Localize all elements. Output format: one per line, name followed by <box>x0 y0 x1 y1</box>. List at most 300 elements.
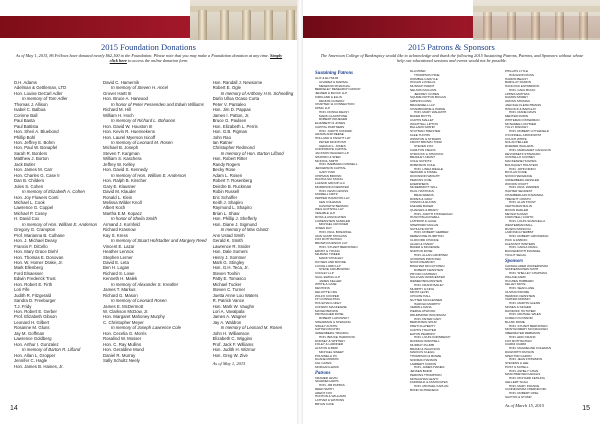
sponsor-entry: GIBSON DUNN <box>410 99 432 103</box>
donor-name: Jack Butler <box>14 161 36 167</box>
sponsor-entry: PIERCE ATWOOD <box>410 309 436 313</box>
sponsor-entry: WESTERMAN BALL <box>505 222 533 227</box>
donor-name: Lori A. Vavalpala <box>212 309 245 315</box>
sponsor-entry: LAZARD GROUP LLC <box>315 181 346 185</box>
donor-name: Elizabeth C. Wiggins <box>212 336 253 342</box>
donor-name: Hon. Jeffrey E. Bohm <box>14 139 55 145</box>
sponsor-entry: LIPPES MATHIAS <box>505 91 530 96</box>
sponsor-entry: MENTER RUDIN <box>505 114 529 118</box>
left-banner <box>0 16 190 38</box>
sponsor-entry: BARCLAY DAMON <box>505 80 531 85</box>
donor-name: Richard S. Lowe <box>103 270 135 276</box>
donor-name: Hon. Sheri A. Bluebond <box>14 129 59 135</box>
sponsor-entry: MURPHY & KING <box>410 286 435 291</box>
donor-name: Hon. Thomas E. Donovan <box>14 254 64 260</box>
sponsor-entry: HARRIS BEACH <box>505 76 528 81</box>
donor-name: Hon. Jim D. Pappas <box>212 107 251 113</box>
donor-name: Hon. Allan L. Gropper <box>14 352 56 358</box>
sponsor-entry: LOCKE LORD LLP <box>315 263 341 268</box>
sponsor-entry: STUTMAN TREISTER <box>410 129 441 133</box>
sponsor-entry: JEFFERSON CAPITAL <box>315 166 347 170</box>
donor-name: Hon. C. Ray Mullins <box>103 341 141 347</box>
sponsor-entry: HUSCH BLACKWELL <box>410 215 440 220</box>
sponsor-entry: COUCH WHITE <box>505 136 527 141</box>
sponsor-entry: SEWARD & KISSEL <box>410 170 438 175</box>
donor-name: Hon. Mark W. Vaughn <box>212 303 255 309</box>
donor-name: Jay A. Waldron <box>212 319 242 325</box>
donor-name: Hon. Dale Somers <box>212 249 248 255</box>
donor-name: William S. Kaschera <box>103 156 142 162</box>
donor-name: Hon. Louise DeCarl Adler <box>14 90 63 96</box>
sponsor-entry: ROBERT LAPOWSKY <box>319 316 350 320</box>
sponsor-entry: KRAMER LEVIN <box>315 375 338 380</box>
sponsor-entry: HON. LOUIS KORNREICH <box>414 335 451 340</box>
memorial-note: In memory of Leonard Rosen <box>111 298 167 304</box>
donor-name: Hon. David W. Houston III <box>103 123 153 129</box>
donor-name: Paul Battista <box>14 123 39 129</box>
sponsor-entry: PEPPER HAMILTON LLP <box>315 196 350 200</box>
sponsor-entry: DORSEY & WHITNEY <box>315 338 346 343</box>
sponsor-entry: GROSS SHUMAN <box>505 99 530 103</box>
donor-name: Becky Rose <box>212 167 236 173</box>
sponsor-entry: BOUSQUET HOLSTEIN <box>505 162 538 167</box>
sponsor-entry: MARCUS CLEGG <box>410 350 435 355</box>
sponsor-entry: COOLEY LLP <box>315 271 334 275</box>
donor-name: Hon. Robert E. Gerber <box>14 309 57 315</box>
sponsor-entry: WACHTELL LIPTON <box>410 121 438 126</box>
sponsor-entry: REED SMITH <box>315 386 334 391</box>
donor-columns <box>14 80 294 390</box>
sponsor-entry: HAYNES AND BOONE <box>315 259 346 264</box>
donor-name: Michael B. Joseph <box>103 145 139 151</box>
intro-text: The American College of Bankruptcy would like to acknowledge and thank the following 2015 Sustaining Patrons, Patrons, and Sponsors without whose help our educational sessions and events would not be possible. <box>320 53 584 64</box>
donor-name: Mark Ellenberg <box>14 265 43 271</box>
donor-name: Sandra D. Freeburger <box>14 298 56 304</box>
memorial-note: In memory of Steven H. Ancel <box>111 85 168 91</box>
sponsor-entry: OBERMAYER REBMANN <box>505 331 541 335</box>
sponsor-entry: TARTER KRINSKY <box>505 297 531 302</box>
page-number: 14 <box>10 405 18 412</box>
sponsor-entry: ROBERT KRUEGER <box>319 117 348 122</box>
sponsor-entry: HUNTON & WILLIAMS <box>315 394 346 399</box>
sponsor-entry: HON. SEAN LANE <box>509 286 535 290</box>
sponsor-entry: CONWAY MACKENZIE <box>315 304 347 309</box>
donor-name: Daniel R. Murray <box>103 352 136 358</box>
sponsor-entry: CHAMBERLAIN D'AMANDA <box>505 192 544 197</box>
sponsor-entry: MURRAY PLUMB <box>410 342 435 347</box>
memorial-note: In memory of Elizabeth A. Cohen <box>22 189 85 195</box>
sponsor-entry: MONTGOMERY MCCRACKEN <box>505 327 548 332</box>
sponsor-entry: WEIL GOTSHAL LLP <box>315 207 344 212</box>
donor-name: Hon. W. Homer Drake, Jr. <box>14 259 63 265</box>
sponsor-entry: ERNST & YOUNG <box>315 248 340 253</box>
donor-name: Michael L. Cook <box>14 199 45 205</box>
sponsor-entry: HON. CARLA CRAIG <box>509 245 538 250</box>
donor-column <box>213 80 294 390</box>
sponsor-columns <box>315 69 595 408</box>
sponsor-entry: CLIFFORD CHANCE <box>410 237 439 242</box>
sponsor-entry: NUTTER MCCLENNEN <box>410 297 443 302</box>
sponsor-entry: STEVEN FOX <box>414 144 434 148</box>
sponsor-entry: FAEGRE BAKER <box>410 204 434 208</box>
donor-name: John H. Williamson <box>212 330 250 336</box>
sponsor-entry: ALIX & ELYSIUM <box>315 76 339 80</box>
sponsor-entry: HOULIHAN LOKEY <box>315 301 342 305</box>
sponsor-entry: ALLEN & OVERY <box>410 241 434 246</box>
sponsor-entry: DEVORSETZ STINZIANO <box>505 151 541 156</box>
donor-name: Hon. Robert Ritter <box>212 156 248 162</box>
sponsor-entry: HERRICK FEINSTEIN <box>505 293 536 298</box>
sponsor-entry: O'CONNELL ARONOWITZ <box>505 132 542 137</box>
donor-name: Hon. Arthur I. Gonzalez <box>14 341 59 347</box>
sponsor-entry: HANCOCK ESTABROOK <box>505 84 540 88</box>
sponsor-entry: BRADLEY ARANT <box>410 155 435 160</box>
as-of-date: As of May 1, 2015 <box>212 361 246 367</box>
sponsor-entry: PERKINS THOMPSON <box>410 372 442 377</box>
memorial-note: In memory of Richard L. Bohanon <box>111 118 176 124</box>
sponsor-entry: HODGSON RUSS <box>509 72 534 77</box>
sponsor-entry: HARTER SECREST <box>505 189 533 193</box>
sponsor-entry: BOND SCHOENECK <box>410 387 439 392</box>
sponsor-entry: GOODWIN PROCTER <box>410 256 441 261</box>
donor-name: Stephen Lerner <box>103 254 133 260</box>
sponsor-entry: OLSHAN FROME <box>505 289 530 294</box>
donor-name: Isabel C. Balboa <box>14 107 46 113</box>
sponsor-entry: FORCHELLI CURTO <box>505 215 534 220</box>
sponsor-entry: THOMPSON & BOWIE <box>410 354 442 358</box>
donor-name: Michael P. Cosey <box>14 210 47 216</box>
sponsor-entry: ALVAREZ & MARSAL <box>319 79 349 84</box>
donor-name: T.J. Fridy <box>14 303 32 309</box>
sponsor-entry: HON. JUDITH FITZGERALD <box>414 211 453 216</box>
sponsor-entry: HON. BRUCE HARWOOD <box>319 334 355 339</box>
sponsor-entry: PICK & ZABICKI <box>505 237 528 242</box>
sponsor-entry: BLANK ROME <box>505 319 525 324</box>
donor-name: Lori Fife <box>14 287 30 293</box>
sponsor-entry: K&L GATES <box>315 361 332 365</box>
donor-name: Albert Koch <box>103 205 126 211</box>
donor-name: Bruce G. Paulsen <box>212 118 247 124</box>
sponsor-entry: BRACEWELL LLP <box>410 102 435 107</box>
sponsor-entry: STROOCK & STROOCK <box>410 151 444 156</box>
sponsor-entry: LOWENSTEIN SANDLER <box>315 218 351 223</box>
memorial-note: In memory of Leonard M. Rosen <box>111 139 173 145</box>
sponsor-entry: MORRISON FOERSTER <box>315 184 349 189</box>
sponsor-entry: POLSINELLI PC <box>315 353 338 358</box>
sponsor-entry: MEYER SUOZZI <box>505 211 528 216</box>
donor-name: Prof. Elizabeth Gibson <box>14 314 57 320</box>
donor-name: Ben H. Logan <box>103 265 130 271</box>
sponsor-entry: SHEARMAN & STERLING <box>315 319 351 324</box>
sponsor-entry: HON. ALLAN GROPPER <box>414 252 448 257</box>
sponsor-entry: VERRILL DANA <box>410 305 432 310</box>
sponsor-entry: DICKINSON WRIGHT <box>410 174 440 178</box>
donation-link[interactable]: Simply click here <box>109 53 283 64</box>
sponsor-entry: SAXTON & STUMP <box>505 394 532 399</box>
sponsor-entry: BACKENROTH FRANKEL <box>505 249 541 253</box>
sponsor-entry: HON. MARY FRANCE <box>509 383 540 388</box>
sponsor-entry: SAUL EWING LLP <box>315 274 340 279</box>
donor-name: Michael Tucker <box>212 281 242 287</box>
donor-name: Francis F. DiCello <box>14 243 48 249</box>
sponsor-entry: JENSEN BAIRD <box>410 369 432 373</box>
sponsor-entry: KLEE TUCHIN <box>410 132 430 137</box>
sponsor-entry: HON. MICHAEL WILES <box>509 312 541 317</box>
sponsor-entry: JEFFREY COHEN <box>414 91 440 96</box>
donor-name: Hon. Greg W. Zive <box>212 352 248 358</box>
sponsor-entry: BALLARD SPAHR <box>410 125 435 130</box>
sponsor-entry: NIXON HARGRAVE <box>505 174 533 178</box>
sponsor-entry: DRUMMOND WOODSUM <box>410 312 446 317</box>
sponsor-entry: BAKER BOTTS <box>410 114 432 118</box>
intro-text <box>14 53 284 63</box>
memorial-note: In memory of Alexander S. Kreafter <box>111 281 179 287</box>
sponsor-entry: MCKOOL SMITH <box>315 158 339 163</box>
memorial-note: In memory of Tom Adler <box>22 96 68 102</box>
sponsor-entry: TULLY RINCKEY <box>505 125 529 130</box>
sponsor-entry: SONNENSCHEIN NATH <box>505 267 539 272</box>
sponsor-entry: SKADDEN ARPS <box>315 379 339 384</box>
sponsor-entry: GELLERT SCALI <box>505 379 529 384</box>
sponsor-entry: BAKER & MCKENZIE <box>410 245 440 250</box>
sponsor-entry: LAMONICA HERBST <box>505 230 534 235</box>
right-page <box>303 0 600 424</box>
donor-name: Ian Ratner <box>212 139 233 145</box>
donor-name: Eric Schaffer <box>212 194 238 200</box>
sponsor-entry: LATHROP & GAGE <box>410 219 437 223</box>
donor-name: Christopher Redmond <box>212 145 255 151</box>
sponsor-entry: HON. CARL BUCKI <box>509 87 536 92</box>
donor-name: Rosalind W. Mosser <box>103 336 142 342</box>
sponsor-column <box>315 70 405 406</box>
donor-name: Hon. Laurel Myerson Isicoff <box>103 134 156 140</box>
donor-name: Henry J. Sommer <box>212 254 246 260</box>
sponsor-entry: HON. JEAN FITZSIMON <box>509 357 543 362</box>
sponsor-entry: NELSON MULLINS <box>410 87 437 92</box>
sponsor-entry: HOGAN LOVELLS <box>410 80 436 85</box>
donor-name: James A. Wagner <box>212 314 247 320</box>
donor-name: Hon. Randall J. Newsome <box>212 80 263 85</box>
donor-name: Raymond L. Shapiro <box>212 205 252 211</box>
left-page <box>0 0 297 424</box>
sponsor-entry: STEVENS & LEE <box>505 361 529 365</box>
sponsor-entry: HON. JOHN NINFO <box>509 166 536 171</box>
sponsor-entry: COZEN O'CONNOR <box>505 316 533 320</box>
sponsor-entry: ELIZABETH & JONES <box>315 121 346 125</box>
sponsor-entry: HON. ROBERT LITTLEFIELD <box>509 129 549 133</box>
donor-name: Hon. Diane J. Sigmund <box>212 221 257 227</box>
donor-name: W. Clarkson McDow, Jr. <box>103 309 149 315</box>
sponsor-entry: PRYOR CASHMAN <box>410 271 437 276</box>
sponsor-entry: HON. MARTIN GLENN <box>509 301 541 305</box>
sponsor-entry: SPECTOR GADON <box>505 353 532 358</box>
sponsor-entry: CIARDI CIARDI <box>505 342 527 347</box>
sponsor-entry: MCDERMOTT WILL <box>410 185 438 190</box>
sponsor-entry: PETER MCINTOSH <box>319 139 346 144</box>
sponsor-entry: SULLIVAN WORCESTER <box>410 275 445 280</box>
donor-name: Hon. Mary Grace Diehl <box>14 249 58 255</box>
sponsor-entry: MCNAMEE LOCHNER <box>505 121 537 126</box>
sponsor-entry: PERKINS COIE <box>410 177 432 182</box>
sponsor-entry: FOLEY & LARDNER <box>315 342 343 347</box>
columns-image <box>473 0 600 40</box>
sponsor-entry: WINSTON & STRAWN <box>410 136 441 141</box>
sponsor-entry: HON. DONNA DEASY <box>319 109 350 114</box>
sponsor-entry: ROBERT FEINSTEIN <box>414 267 443 272</box>
donor-name: Steven T. Kargman <box>103 150 140 156</box>
sponsor-entry: DENNIS CONWAY <box>319 98 345 103</box>
donor-name: Sally Schultz Neely <box>103 358 140 364</box>
sponsor-entry: AKIN GUMP STRAUSS <box>315 233 347 238</box>
sponsor-entry: BOYLAN CODE <box>505 170 527 175</box>
donor-name: Gary E. Klausner <box>103 183 136 189</box>
donor-name: Hon. Bruce A. Harwood <box>103 96 148 102</box>
donor-name: Melissa Wilder Knoll <box>103 199 142 205</box>
donor-name: Paul Basta <box>14 118 35 124</box>
donor-name: Corinne Ball <box>14 112 38 118</box>
sponsor-entry: HON. BARBARA CONWELL <box>319 162 358 167</box>
donor-name: Hon. G.B. Pigman <box>212 129 248 135</box>
donor-name: Patty E. Tomasco <box>212 276 246 282</box>
donor-name: Richard M. Hill <box>103 107 131 113</box>
donor-name: Kay S. Kress <box>103 232 128 238</box>
sponsor-entry: DEBEVOISE PLIMPTON <box>410 234 444 238</box>
sponsor-entry: CARLTON FIELDS <box>410 147 436 152</box>
sponsor-entry: WOMBLE CARLYLE <box>410 76 438 81</box>
sponsor-entry: FOX ROTHSCHILD <box>315 237 342 242</box>
intro-text-b: to access the online donation form. <box>126 58 189 64</box>
donor-name: Heather Lennox <box>103 249 134 255</box>
donor-name: Gerald K. Smith <box>212 238 243 244</box>
sponsor-entry: HON. FRANK BAILEY <box>414 282 444 287</box>
donor-name: Vincent E. Lazar <box>103 243 135 249</box>
sponsor-entry: KIRKLAND & ELLIS <box>315 94 342 99</box>
sponsor-entry: ARENT FOX <box>315 390 333 395</box>
sponsor-entry: HON. KEVIN GROSS <box>319 188 349 193</box>
sponsor-entry: ADAMS AND REESE <box>315 132 344 137</box>
sponsor-entry: CUNNINGHAM CHERNICOFF <box>505 387 547 392</box>
donor-name: John Rao <box>212 134 231 140</box>
sponsor-entry: SHEPPARD MULLIN <box>410 222 439 227</box>
sponsor-entry: HISCOCK & BARCLAY <box>505 106 537 111</box>
sponsor-entry: JACKSON WALKER LLP <box>315 151 349 155</box>
section-heading: Sustaining Patrons <box>315 71 353 76</box>
sponsor-entry: DILWORTH PAXSON <box>505 349 534 354</box>
sponsor-entry: KASOWITZ BENSON <box>319 203 349 208</box>
sponsor-entry: NORTON ROSE <box>410 249 433 253</box>
sponsor-entry: HON. JAMES HAINES <box>414 365 445 370</box>
sponsor-entry: EATON PEABODY <box>410 331 436 336</box>
sponsor-entry: MONAGHAN LEAHY <box>410 376 439 381</box>
sponsor-entry: RUSKIN MOSCOU <box>505 226 531 231</box>
donor-name: Hon. Geraldine Mund <box>103 347 144 353</box>
sponsor-entry: PAUL HASTINGS <box>410 189 434 193</box>
sponsor-entry: HON. JIM PAPPAS <box>319 383 345 387</box>
sponsor-entry: NIXON PEABODY <box>410 260 435 265</box>
donor-name: Jay M. Goffman <box>14 330 45 336</box>
as-of-date: As of March 15, 2015 <box>505 402 544 408</box>
sponsor-entry: BROWN RUDNICK LLP <box>315 241 348 245</box>
sponsor-entry: HON. MARY WALRATH <box>414 110 447 115</box>
page-title: 2015 Patrons & Sponsors <box>408 42 495 52</box>
sponsor-entry: STEVE JAKUBOWSKI <box>319 267 350 272</box>
sponsor-entry: DELOITTE CRG <box>315 289 338 294</box>
section-heading: Sponsors <box>505 258 524 264</box>
donor-name: Keith J. Shapiro <box>212 199 243 205</box>
donor-name: Gregory G. Crampton <box>14 227 56 233</box>
sponsor-entry: FTI CONSULTING <box>315 297 340 302</box>
sponsor-entry: HON. LINDA RIEGLE <box>414 166 443 171</box>
sponsor-entry: HON. DIANE DAVIS <box>509 110 537 115</box>
intro-text-a: As of May 1, 2015, 86 Fellows have donated nearly $62,100 to the Foundation. Please note that you may make a Foundation donation at any time. <box>15 53 270 58</box>
sponsor-entry: NOLAN HELLER <box>505 140 528 145</box>
donor-name: James E. McDermott <box>103 303 144 309</box>
sponsor-entry: PHILLIPS LYTLE <box>505 69 528 73</box>
sponsor-entry: ROSS & ASSOCIATES <box>315 214 347 219</box>
donor-name: Richard G. Mason <box>103 292 138 298</box>
sponsor-entry: JENNER & BLOCK LLP <box>315 91 348 95</box>
sponsor-entry: DAMON MOREY <box>505 95 529 100</box>
sponsor-entry: BRAD ERENS <box>414 192 434 197</box>
sponsor-entry: HON. ASHELY CHAN <box>509 368 539 373</box>
donor-name: Phillip Bohl <box>14 134 36 140</box>
sponsor-entry: LAMBERT COFFIN <box>410 361 437 366</box>
donor-name: Randy Rogers <box>212 161 241 167</box>
sponsor-entry: MARK GLADSTONE <box>319 113 348 118</box>
donor-name: Robert E. Ogle <box>212 85 241 91</box>
sponsor-entry: SHAPIRO & SHER <box>315 154 341 159</box>
sponsor-entry: ZOLFO COOPER <box>315 293 339 298</box>
donor-name: Richard Krasnow <box>103 227 136 233</box>
sponsor-entry: MINTZ LEVIN <box>410 290 429 295</box>
donor-name: D.H. Adams <box>14 80 37 85</box>
sponsor-entry: HON. ERIC FRANK <box>509 334 536 339</box>
donor-name: David E. Leta <box>103 259 129 265</box>
sponsor-entry: COSTELLO COONEY <box>505 155 536 160</box>
sponsor-entry: WHITEMAN OSTERMAN <box>505 117 540 122</box>
memorial-note: In memory of Joseph Lawrence Cole <box>111 325 182 331</box>
sponsor-entry: HON. RICHARD FEHLING <box>509 376 545 380</box>
sponsor-entry: GARY FINK <box>319 169 336 174</box>
donor-name: Hon. David S. Kennedy <box>103 167 148 173</box>
sponsor-entry: FOX ROTHSCHILD <box>505 338 532 343</box>
donor-name: Robert T. Rosenberg <box>212 178 253 184</box>
sponsor-entry: FROST BROWN TODD <box>410 140 442 145</box>
sponsor-entry: PROSKAUER ROSE <box>315 312 344 317</box>
donor-name: Judith R. Fitzgerald <box>14 292 52 298</box>
sponsor-entry: RIVKIN RADLER <box>505 207 529 212</box>
donor-name: Hon. Margaret Mahoney Murphy <box>103 314 165 320</box>
sponsor-entry: JAMES KELLER <box>319 278 342 283</box>
sponsor-entry: HON. MAGDELINE COLEMAN <box>509 346 551 350</box>
sponsor-entry: MICHAEL SWEET <box>319 349 344 354</box>
donor-name: C. Christopher Meyer <box>103 319 144 325</box>
sponsor-entry: PRETI FLAHERTY <box>410 324 436 328</box>
donor-name: Martha E.M. Kopacz <box>103 210 142 216</box>
donor-name: Sarah R. Borders <box>14 150 48 156</box>
donor-name: Hon. Kevin R. Huennekens <box>103 129 155 135</box>
donor-name: R. Patrick Vance <box>212 298 245 304</box>
sponsor-entry: HAROLD MURPHY <box>414 301 441 306</box>
donor-name: Hon. Phillip J. Shefferly <box>212 216 257 222</box>
donor-name: William H. Hoch <box>103 112 134 118</box>
sponsor-entry: HOLLAND & KNIGHT LLP <box>315 136 351 140</box>
donor-name: Steven Toohin <box>212 270 240 276</box>
page-number: 15 <box>582 405 590 412</box>
donor-name: Mark G. Stingley <box>212 259 245 265</box>
memorial-note: In honor of Sheila Smith <box>111 216 157 222</box>
sponsor-entry: HON. SHELLEY CHAPMAN <box>509 271 547 275</box>
